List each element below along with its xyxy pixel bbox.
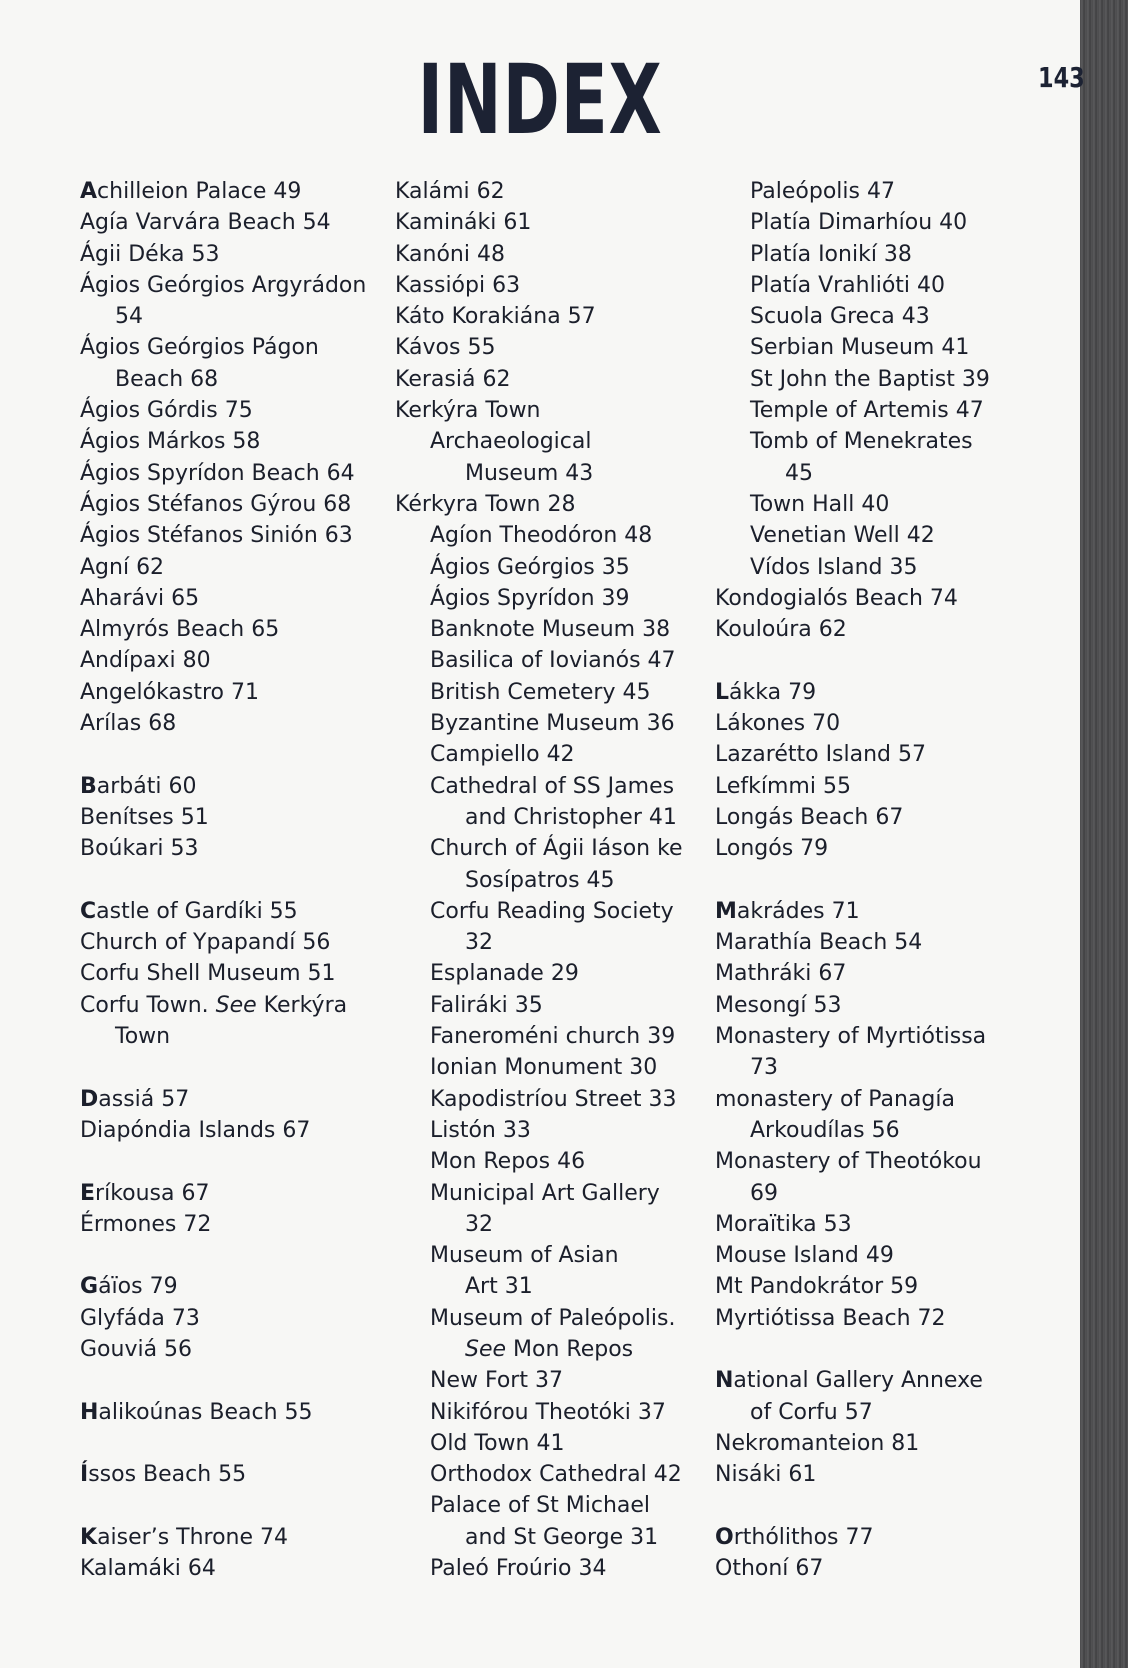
section-gap xyxy=(80,1490,366,1521)
index-subentry: Palace of St Michael xyxy=(430,1493,651,1519)
index-entry: Mathráki 67 xyxy=(715,961,847,987)
index-entry: Ágios Stéfanos Sinión 63 xyxy=(80,523,353,549)
index-subentry: Municipal Art Gallery xyxy=(430,1180,660,1206)
index-entry: Mt Pandokrátor 59 xyxy=(715,1274,919,1300)
index-subentry: Kapodistríou Street 33 xyxy=(430,1086,677,1112)
index-entry: Lazarétto Island 57 xyxy=(715,742,927,768)
index-entry: Marathía Beach 54 xyxy=(715,930,923,956)
index-subentry: Museum of Asian xyxy=(430,1243,619,1269)
index-entry: Kondogialós Beach 74 xyxy=(715,585,958,611)
index-entry: Kerkýra Town xyxy=(395,398,541,424)
section-gap xyxy=(80,1365,366,1396)
index-subentry: Corfu Reading Society xyxy=(430,898,674,924)
letter-initial: B xyxy=(80,773,97,799)
letter-initial: H xyxy=(80,1399,99,1425)
section-gap xyxy=(80,739,366,770)
section-gap xyxy=(80,1052,366,1083)
index-entry: Káto Korakiána 57 xyxy=(395,304,596,330)
index-entry: Moraïtika 53 xyxy=(715,1211,852,1237)
index-entry-continuation: 54 xyxy=(115,304,143,330)
index-entry xyxy=(80,1271,366,1302)
index-entry: Kanóni 48 xyxy=(395,241,505,267)
index-subentry-continuation: Sosípatros 45 xyxy=(465,867,615,893)
index-entry xyxy=(80,990,366,1021)
index-subentry: Scuola Greca 43 xyxy=(750,304,930,330)
index-column-3 xyxy=(715,176,990,1584)
index-subentry: Listón 33 xyxy=(430,1117,531,1143)
index-entry xyxy=(80,1459,366,1490)
index-entry: Aharávi 65 xyxy=(80,585,200,611)
index-subentry: Vídos Island 35 xyxy=(750,554,918,580)
index-subentry: Orthodox Cathedral 42 xyxy=(430,1462,682,1488)
index-entry: Ágii Déka 53 xyxy=(80,241,220,267)
index-subentry-continuation: Museum 43 xyxy=(465,460,594,486)
index-subentry: Ágios Spyrídon 39 xyxy=(430,585,630,611)
letter-initial: N xyxy=(715,1368,734,1394)
index-subentry: Campiello 42 xyxy=(430,742,575,768)
index-subentry: Venetian Well 42 xyxy=(750,523,935,549)
see-reference: See xyxy=(465,1336,507,1362)
index-subentry: Platía Vrahlióti 40 xyxy=(750,272,946,298)
index-entry: Kassiópi 63 xyxy=(395,272,521,298)
index-entry: Ágios Spyrídon Beach 64 xyxy=(80,460,355,486)
entry-text: ational Gallery Annexe xyxy=(733,1368,983,1394)
index-entry-continuation: 73 xyxy=(750,1055,778,1081)
letter-initial: M xyxy=(715,898,737,924)
index-entry: Mouse Island 49 xyxy=(715,1243,894,1269)
index-entry-continuation: 69 xyxy=(750,1180,778,1206)
index-subentry-continuation: Art 31 xyxy=(465,1274,533,1300)
index-subentry: Ágios Geórgios 35 xyxy=(430,554,630,580)
entry-text: akrádes 71 xyxy=(736,898,860,924)
section-gap xyxy=(80,1240,366,1271)
index-subentry: Platía Dimarhíou 40 xyxy=(750,210,968,236)
letter-initial: D xyxy=(80,1086,99,1112)
index-entry xyxy=(715,896,990,927)
entry-text: ákka 79 xyxy=(729,679,817,705)
letter-initial: A xyxy=(80,179,98,204)
section-gap xyxy=(715,1490,990,1521)
index-subentry-continuation: 45 xyxy=(785,460,813,486)
index-entry: Corfu Shell Museum 51 xyxy=(80,961,336,987)
index-subentry: Faneroméni church 39 xyxy=(430,1024,676,1050)
index-entry: Lefkímmi 55 xyxy=(715,773,851,799)
index-column-1 xyxy=(80,176,366,1584)
index-entry: Agní 62 xyxy=(80,554,165,580)
index-entry: Monastery of Theotókou xyxy=(715,1149,982,1175)
index-entry: Diapóndia Islands 67 xyxy=(80,1117,311,1143)
index-subentry: Serbian Museum 41 xyxy=(750,335,970,361)
index-entry: monastery of Panagía xyxy=(715,1086,955,1112)
index-entry: Nekromanteion 81 xyxy=(715,1430,920,1456)
index-subentry-continuation: 32 xyxy=(465,1211,493,1237)
index-entry: Arílas 68 xyxy=(80,711,177,737)
index-entry xyxy=(715,1522,990,1553)
index-entry: Lákones 70 xyxy=(715,711,841,737)
letter-initial: G xyxy=(80,1274,99,1300)
index-entry xyxy=(80,1522,366,1553)
entry-text: astle of Gardíki 55 xyxy=(96,898,298,924)
entry-text: ríkousa 67 xyxy=(95,1180,210,1206)
index-entry: Andípaxi 80 xyxy=(80,648,211,674)
index-subentry-continuation: 32 xyxy=(465,930,493,956)
index-column-2 xyxy=(395,176,683,1584)
index-subentry: Basilica of Iovianós 47 xyxy=(430,648,676,674)
index-subentry: Nikifórou Theotóki 37 xyxy=(430,1399,666,1425)
section-gap xyxy=(80,1146,366,1177)
index-entry-continuation: Town xyxy=(115,1024,171,1050)
index-entry xyxy=(80,771,366,802)
entry-text: rthólithos 77 xyxy=(733,1524,874,1550)
see-reference: See xyxy=(215,992,257,1018)
index-entry: Glyfáda 73 xyxy=(80,1305,200,1331)
entry-text: áïos 79 xyxy=(98,1274,178,1300)
index-subentry: Ionian Monument 30 xyxy=(430,1055,658,1081)
letter-initial: L xyxy=(715,679,730,705)
letter-initial: O xyxy=(715,1524,734,1550)
index-entry: Almyrós Beach 65 xyxy=(80,617,280,643)
letter-initial: E xyxy=(80,1180,96,1206)
index-subentry: Old Town 41 xyxy=(430,1430,565,1456)
section-gap xyxy=(715,865,990,896)
letter-initial: Í xyxy=(80,1462,89,1488)
index-subentry: Mon Repos 46 xyxy=(430,1149,586,1175)
section-gap xyxy=(80,865,366,896)
index-subentry: Agíon Theodóron 48 xyxy=(430,523,653,549)
index-entry-continuation: Beach 68 xyxy=(115,366,219,392)
index-entry: Agía Varvára Beach 54 xyxy=(80,210,331,236)
index-subentry: Cathedral of SS James xyxy=(430,773,675,799)
index-subentry: Byzantine Museum 36 xyxy=(430,711,675,737)
index-entry: Nisáki 61 xyxy=(715,1462,817,1488)
section-gap xyxy=(80,1428,366,1459)
index-entry: Boúkari 53 xyxy=(80,836,199,862)
index-subentry-continuation xyxy=(395,1334,683,1365)
entry-text: aiser’s Throne 74 xyxy=(97,1524,289,1550)
index-entry: Kouloúra 62 xyxy=(715,617,847,643)
index-subentry-continuation: and Christopher 41 xyxy=(465,804,677,830)
index-subentry: Platía Ionikí 38 xyxy=(750,241,912,267)
index-entry: Myrtiótissa Beach 72 xyxy=(715,1305,946,1331)
section-gap xyxy=(715,1334,990,1365)
index-subentry: Temple of Artemis 47 xyxy=(750,398,984,424)
index-entry: Kamináki 61 xyxy=(395,210,532,236)
index-subentry: Museum of Paleópolis. xyxy=(430,1305,676,1331)
index-subentry: Paleópolis 47 xyxy=(750,179,895,204)
index-entry: Longás Beach 67 xyxy=(715,804,904,830)
index-entry xyxy=(80,896,366,927)
index-entry: Angelókastro 71 xyxy=(80,679,259,705)
index-entry: Kalámi 62 xyxy=(395,179,505,204)
index-subentry: St John the Baptist 39 xyxy=(750,366,990,392)
index-entry: Othoní 67 xyxy=(715,1556,824,1582)
index-entry: Kávos 55 xyxy=(395,335,496,361)
index-subentry: Paleó Froúrio 34 xyxy=(430,1556,607,1582)
entry-text: Corfu Town. xyxy=(80,992,216,1018)
index-entry: Church of Ypapandí 56 xyxy=(80,930,331,956)
index-subentry: Tomb of Menekrates xyxy=(750,429,973,455)
index-subentry: New Fort 37 xyxy=(430,1368,563,1394)
index-entry: Ágios Geórgios Argyrádon xyxy=(80,272,367,298)
index-entry-continuation: of Corfu 57 xyxy=(750,1399,873,1425)
index-entry: Kalamáki 64 xyxy=(80,1556,216,1582)
index-subentry: Archaeological xyxy=(430,429,592,455)
index-entry: Ágios Geórgios Págon xyxy=(80,335,319,361)
index-entry: Érmones 72 xyxy=(80,1211,212,1237)
entry-text: assiá 57 xyxy=(98,1086,190,1112)
entry-text: Mon Repos xyxy=(506,1336,634,1362)
index-entry: Monastery of Myrtiótissa xyxy=(715,1024,987,1050)
index-entry xyxy=(80,176,366,207)
entry-text: chilleion Palace 49 xyxy=(97,179,302,204)
index-subentry: Church of Ágii Iáson ke xyxy=(430,836,683,862)
index-entry: Longós 79 xyxy=(715,836,829,862)
page-title: INDEX xyxy=(417,44,663,156)
index-entry: Ágios Górdis 75 xyxy=(80,398,253,424)
index-entry: Ágios Stéfanos Gýrou 68 xyxy=(80,491,352,517)
letter-initial: K xyxy=(80,1524,98,1550)
page-number: 143 xyxy=(1038,61,1085,94)
index-subentry-continuation: and St George 31 xyxy=(465,1524,659,1550)
page-edge-strip xyxy=(1080,0,1128,1668)
index-entry xyxy=(715,677,990,708)
index-entry: Kérkyra Town 28 xyxy=(395,491,576,517)
index-entry xyxy=(80,1178,366,1209)
index-entry-continuation: Arkoudílas 56 xyxy=(750,1117,900,1143)
index-entry xyxy=(715,1365,990,1396)
index-subentry: Banknote Museum 38 xyxy=(430,617,671,643)
index-subentry: Esplanade 29 xyxy=(430,961,579,987)
index-entry: Gouviá 56 xyxy=(80,1336,193,1362)
index-entry xyxy=(80,1397,366,1428)
index-subentry: Town Hall 40 xyxy=(750,491,890,517)
index-subentry: British Cemetery 45 xyxy=(430,679,651,705)
index-entry: Mesongí 53 xyxy=(715,992,842,1018)
entry-text: Kerkýra xyxy=(256,992,348,1018)
index-entry: Ágios Márkos 58 xyxy=(80,429,261,455)
entry-text: ssos Beach 55 xyxy=(88,1462,247,1488)
entry-text: alikoúnas Beach 55 xyxy=(98,1399,313,1425)
letter-initial: C xyxy=(80,898,97,924)
index-subentry: Faliráki 35 xyxy=(430,992,543,1018)
index-entry: Kerasiá 62 xyxy=(395,366,511,392)
section-gap xyxy=(715,645,990,676)
index-entry xyxy=(80,1084,366,1115)
index-entry: Benítses 51 xyxy=(80,804,209,830)
entry-text: arbáti 60 xyxy=(96,773,197,799)
